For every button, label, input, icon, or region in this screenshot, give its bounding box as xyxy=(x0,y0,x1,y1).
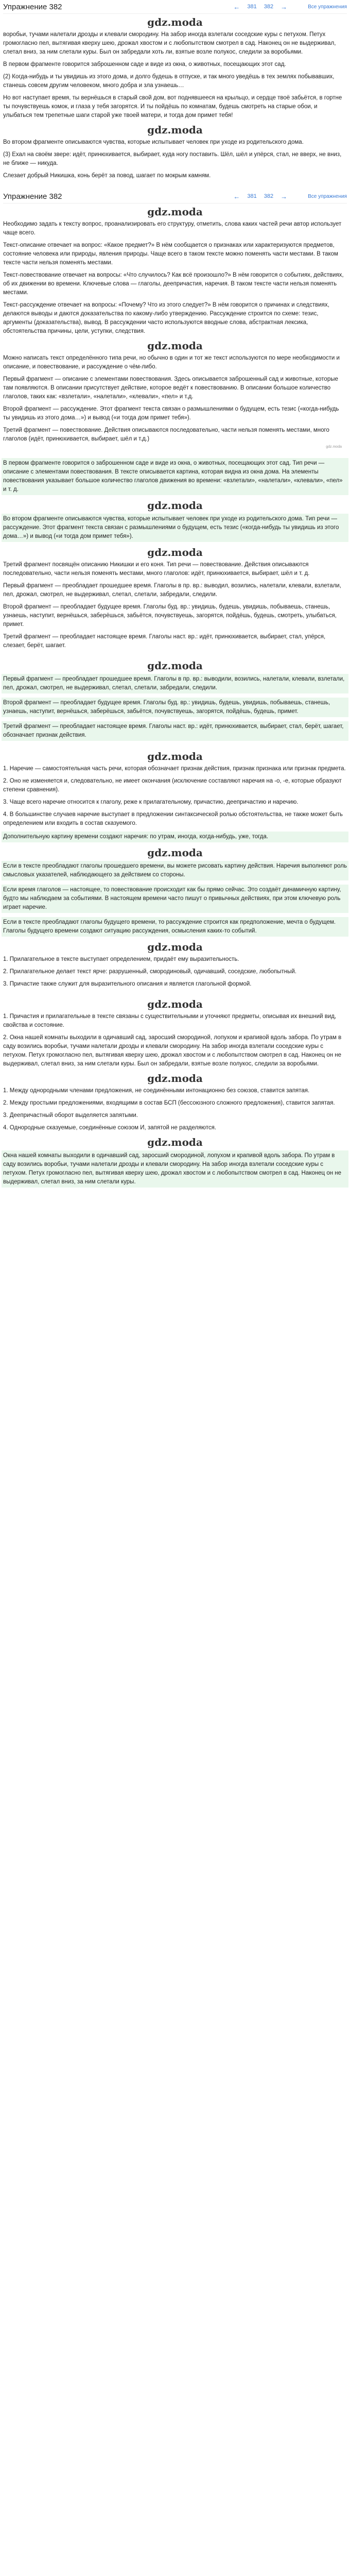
text-paragraph: 2. Между простыми предложениями, входящими в состав БСП (бессоюзного сложного предложения), ставится запятая. xyxy=(3,1100,335,1106)
prev-page-link[interactable]: 381 xyxy=(247,193,257,199)
text-paragraph: Третий фрагмент — повествование. Действия описываются последовательно, части нельзя поменять местами, много глаголов (идёт, принюхивается, выбирает, шёл и т.д.) xyxy=(3,427,329,442)
exercise-header xyxy=(3,0,347,14)
exercise-block-6 xyxy=(3,998,347,1188)
exercise-pager xyxy=(233,193,287,200)
exercise-title: Упражнение 382 xyxy=(3,2,62,11)
text-paragraph: 2. Оно не изменяется и, следовательно, не имеет окончания (исключение составляют наречия на -о, -е, которые образуют степени сравнения). xyxy=(3,778,342,793)
watermark: gdz.moda xyxy=(147,941,203,953)
exercise-block-2 xyxy=(3,190,347,449)
text-paragraph: Во втором фрагменте описываются чувства, которые испытывает человек при уходе из родительского дома. xyxy=(3,139,304,145)
text-paragraph: Слезает добрый Никишка, конь берёт за повод, шагает по мокрым камням. xyxy=(3,173,211,179)
prev-arrow-icon[interactable]: ← xyxy=(233,192,240,200)
watermark: gdz.moda xyxy=(147,1136,203,1148)
text-paragraph: Первый фрагмент — описание с элементами повествования. Здесь описывается заброшенный сад и животные, которые там появляются. В описании присутствует действие, которое ведёт к повествованию. В описании большое количество глаголов, таких как: «взлетали», «налетали», «клевали», «пел» и т.д. xyxy=(3,376,338,400)
highlighted-paragraph: Первый фрагмент — преобладает прошедшее время. Глаголы в пр. вр.: выводили, возились, налетали, клевали, взлетали, пел, дрожал, смотрел, не выдерживал, слетал, слетали, забредали, следили. xyxy=(2,674,348,693)
exercise-title: Упражнение 382 xyxy=(3,192,62,201)
watermark: gdz.moda xyxy=(147,1072,203,1084)
prev-page-link[interactable]: 381 xyxy=(247,4,257,10)
watermark: gdz.moda xyxy=(147,659,203,672)
text-paragraph: 2. Окна нашей комнаты выходили в одичавший сад, заросший смородиной, лопухом и крапивой вдоль забора. По утрам в саду возились воробьи, тучами налетали дрозды и клевали смородину. На забор иногда взлетали соседские куры с петухом. Петух громогласно пел, вытягивая кверху шею, дрожал хвостом и с любопытством смотрел в сад. Наконец он не выдерживал, слетал вниз, за ним слетали куры. Был он забредали, взятые возле полукос, следили за воробьями. xyxy=(3,1035,342,1067)
text-paragraph: 1. Между однородными членами предложения, не соединёнными интонационно без союзов, ставится запятая. xyxy=(3,1088,310,1094)
prev-arrow-icon[interactable]: ← xyxy=(233,3,240,11)
text-paragraph: Второй фрагмент — преобладает будущее время. Глаголы буд. вр.: увидишь, будешь, увидишь, побываешь, станешь, узнаешь, наступит, вернёшься, заберёшься, забьётся, почувствуешь, загорятся, пойдёшь, будешь, смотреть, улыбаться, примет. xyxy=(3,604,337,628)
exercise-page xyxy=(0,0,350,1188)
watermark: gdz.moda xyxy=(147,546,203,558)
next-arrow-icon[interactable]: → xyxy=(281,192,288,200)
text-paragraph: Третий фрагмент — преобладает настоящее время. Глаголы наст. вр.: идёт, принюхивается, выбирает, стал, упёрся, слезает, берёт, шагает. xyxy=(3,634,326,649)
text-paragraph: Но вот наступает время, ты вернёшься в старый свой дом, вот поднявшееся на крыльцо, и сердце твоё забьётся, в гортне ты почувствуешь комок, и глаза у тебя загорятся. И ты пойдёшь по комнатам, будешь смотреть на старые обои, и улыбаться тем трепетные шаги старой уже твоей матери, и тогда дом примет тебя! xyxy=(3,95,342,118)
text-paragraph: В первом фрагменте говорится заброшенном саде и виде из окна, о животных, посещающих этот сад. xyxy=(3,61,286,67)
text-paragraph: Текст-рассуждение отвечает на вопросы: «Почему? Что из этого следует?» В нём говорится о причинах и следствиях, делаются выводы и даются доказательства по какому-либо утверждению. Рассуждение строится по схеме: тезис, аргументы (доказательства), вывод. В рассуждении часто используются вводные слова, абстрактная лексика, обстоятельства причины, цели, уступки, следствия. xyxy=(3,302,329,334)
text-paragraph: 3. Деепричастный оборот выделяется запятыми. xyxy=(3,1112,138,1118)
text-paragraph: 1. Причастия и прилагательные в тексте связаны с существительными и уточняют предметы, описывая их внешний вид, свойства и состояние. xyxy=(3,1013,337,1028)
watermark: gdz.moda xyxy=(147,124,203,136)
exercise-block-3 xyxy=(3,458,347,650)
text-paragraph: Первый фрагмент — преобладает прошедшее время. Глаголы в пр. вр.: выводил, возились, налетали, клевали, взлетали, пел, дрожал, смотрел, не выдерживал, слетал, слетали, забредали, следили. xyxy=(3,583,341,598)
text-paragraph: Текст-описание отвечает на вопрос: «Какое предмет?» В нём сообщается о признаках или характеризуются предметов, состояние человека или природы, явления природы. Чаще всего в таком тексте можно поменять части местами. В таком тексте части нельзя поменять местами. xyxy=(3,242,338,266)
highlighted-paragraph: Второй фрагмент — преобладает будущее время. Глаголы буд. вр.: увидишь, будешь, увидишь, побываешь, станешь, узнаешь, наступит, вернёшься, заберёшься, забьётся, почувствуешь, загорятся, пойдёшь, будешь, примет. xyxy=(2,698,348,717)
text-paragraph: Третий фрагмент посвящён описанию Никишки и его коня. Тип речи — повествование. Действия описываются последовательно, части нельзя поменять местами, много глаголов: идёт, принюхивается, выбирает, шёл и т. д. xyxy=(3,562,310,577)
text-paragraph: 1. Наречие — самостоятельная часть речи, которая обозначает признак действия, признак признака или признак предмета. xyxy=(3,766,346,772)
highlighted-paragraph: Во втором фрагменте описываются чувства, которые испытывает человек при уходе из родительского дома. Тип речи — рассуждение. Этот фрагмент текста связан с размышлениями о будущем, есть тезис («когда-нибудь ты увидишь из этого дома…») и вывод («и тогда дом примет тебя»). xyxy=(2,514,348,542)
watermark: gdz.moda xyxy=(147,846,203,859)
highlighted-paragraph: Окна нашей комнаты выходили в одичавший сад, заросший смородиной, лопухом и крапивой вдоль забора. По утрам в саду возились воробьи, тучами налетали дрозды и клевали смородину. На забор иногда взлетали соседские куры с петухом. Петух громогласно пел, вытягивая кверху шею, дрожал хвостом и с любопытством смотрел в сад. Наконец он не выдерживал, слетал вниз, за ним слетали куры. xyxy=(2,1150,348,1188)
text-paragraph: 1. Прилагательное в тексте выступает определением, придаёт ему выразительность. xyxy=(3,956,239,962)
text-paragraph: 3. Чаще всего наречие относится к глаголу, реже к прилагательному, причастию, деепричастию и наречию. xyxy=(3,799,299,805)
exercise-block-4 xyxy=(3,659,347,741)
exercise-block-5 xyxy=(3,750,347,989)
exercise-pager xyxy=(233,3,287,11)
watermark: gdz.moda xyxy=(147,206,203,218)
text-paragraph: (2) Когда-нибудь и ты увидишь из этого дома, и долго будешь в отпуске, и так много уведёшь в тех землях побывавших, станешь совсем другим человеком, много добра и зла узнаешь… xyxy=(3,74,335,89)
highlighted-paragraph: Если в тексте преобладают глаголы прошедшего времени, вы можете рисовать картину действия. Наречия выполняют роль смысловых указателей, наблюдающего за действием со стороны. xyxy=(2,861,348,880)
highlighted-paragraph: Если время глаголов — настоящее, то повествование происходит как бы прямо сейчас. Это создаёт динамичную картину, будто мы наблюдаем за событиями. В настоящем времени часто пишут о привычных действиях, при этом ключевую роль играет наречие. xyxy=(2,885,348,913)
text-paragraph: 4. Однородные сказуемые, соединённые союзом И, запятой не разделяются. xyxy=(3,1125,217,1131)
highlighted-paragraph: Если в тексте преобладают глаголы будущего времени, то рассуждение строится как предположение, мечта о будущем. Глаголы будущего времени создают ситуацию рассуждения, осмысления каких-то событий. xyxy=(2,917,348,937)
next-page-link[interactable]: 382 xyxy=(264,193,274,199)
all-exercises-link[interactable]: Все упражнения xyxy=(308,193,347,199)
watermark: gdz.moda xyxy=(147,340,203,352)
watermark: gdz.moda xyxy=(147,998,203,1010)
text-paragraph: Второй фрагмент — рассуждение. Этот фрагмент текста связан о размышлениями о будущем, есть тезис («когда-нибудь ты увидишь из этого дома…») и вывод («и тогда дом примет тебя»). xyxy=(3,406,339,421)
exercise-header xyxy=(3,190,347,204)
highlighted-paragraph: Третий фрагмент — преобладает настоящее время. Глаголы наст. вр.: идёт, принюхивается, выбирает, стал, берёт, шагает, обозначает признак действия. xyxy=(2,721,348,741)
watermark: gdz.moda xyxy=(147,499,203,512)
text-paragraph: 3. Причастие также служит для выразительного описания и является глагольной формой. xyxy=(3,981,252,987)
exercise-block-1 xyxy=(3,0,347,180)
text-paragraph: (3) Ехал на своём звере: идёт, принюхивается, выбирает, куда ногу поставить. Шёл, шёл и упёрся, стал, не вверх, не вниз, не ближе — никуда. xyxy=(3,151,342,166)
watermark: gdz.moda xyxy=(147,750,203,762)
highlighted-paragraph: Дополнительную картину времени создают наречия: по утрам, иногда, когда-нибудь, уже, тогда. xyxy=(2,832,348,842)
text-paragraph: воробьи, тучами налетали дрозды и клевали смородину. На забор иногда взлетали соседские куры с петухом. Петух громогласно пел, вытягивая кверху шею, дрожал хвостом и с любопытством смотрел в сад. Наконец он не выдерживал, слетал вниз, за ним слетали куры. Был он забредали хоть ли, взятые возле полукос, следили за воробьями. xyxy=(3,31,336,55)
text-paragraph: Можно написать текст определённого типа речи, но обычно в один и тот же текст используются по мере необходимости и описание, и повествование, и рассуждение о чём-либо. xyxy=(3,355,340,370)
next-arrow-icon[interactable]: → xyxy=(281,3,288,11)
next-page-link[interactable]: 382 xyxy=(264,4,274,10)
watermark: gdz.moda xyxy=(147,16,203,28)
text-paragraph: 4. В большинстве случаев наречие выступает в предложении синтаксической ролью обстоятельства, не также может быть определением или входить в состав сказуемого. xyxy=(3,811,343,826)
text-paragraph: Текст-повествование отвечает на вопросы: «Что случилось? Как всё произошло?» В нём говорится о событиях, действиях, об их движении во времени. Ключевые слова — глаголы, деепричастия, наречия. В таком тексте части нельзя поменять местами. xyxy=(3,272,344,296)
watermark-small: gdz.moda xyxy=(326,445,342,449)
highlighted-paragraph: В первом фрагменте говорится о заброшенном саде и виде из окна, о животных, посещающих этот сад. Тип речи — описание с элементами повествования. В тексте описывается картина, которая видна из окна дома. На элементы повествования указывает большое количество глаголов движения во времени: «взлетали», «налетали», «клевали», «пел» и т. д. xyxy=(2,458,348,495)
all-exercises-link[interactable]: Все упражнения xyxy=(308,4,347,10)
text-paragraph: Необходимо задать к тексту вопрос, проанализировать его структуру, отметить, слова каких частей речи автор использует чаще всего. xyxy=(3,221,342,236)
text-paragraph: 2. Прилагательное делает текст ярче: разрушенный, смородиновый, одичавший, соседские, любопытный. xyxy=(3,969,297,975)
